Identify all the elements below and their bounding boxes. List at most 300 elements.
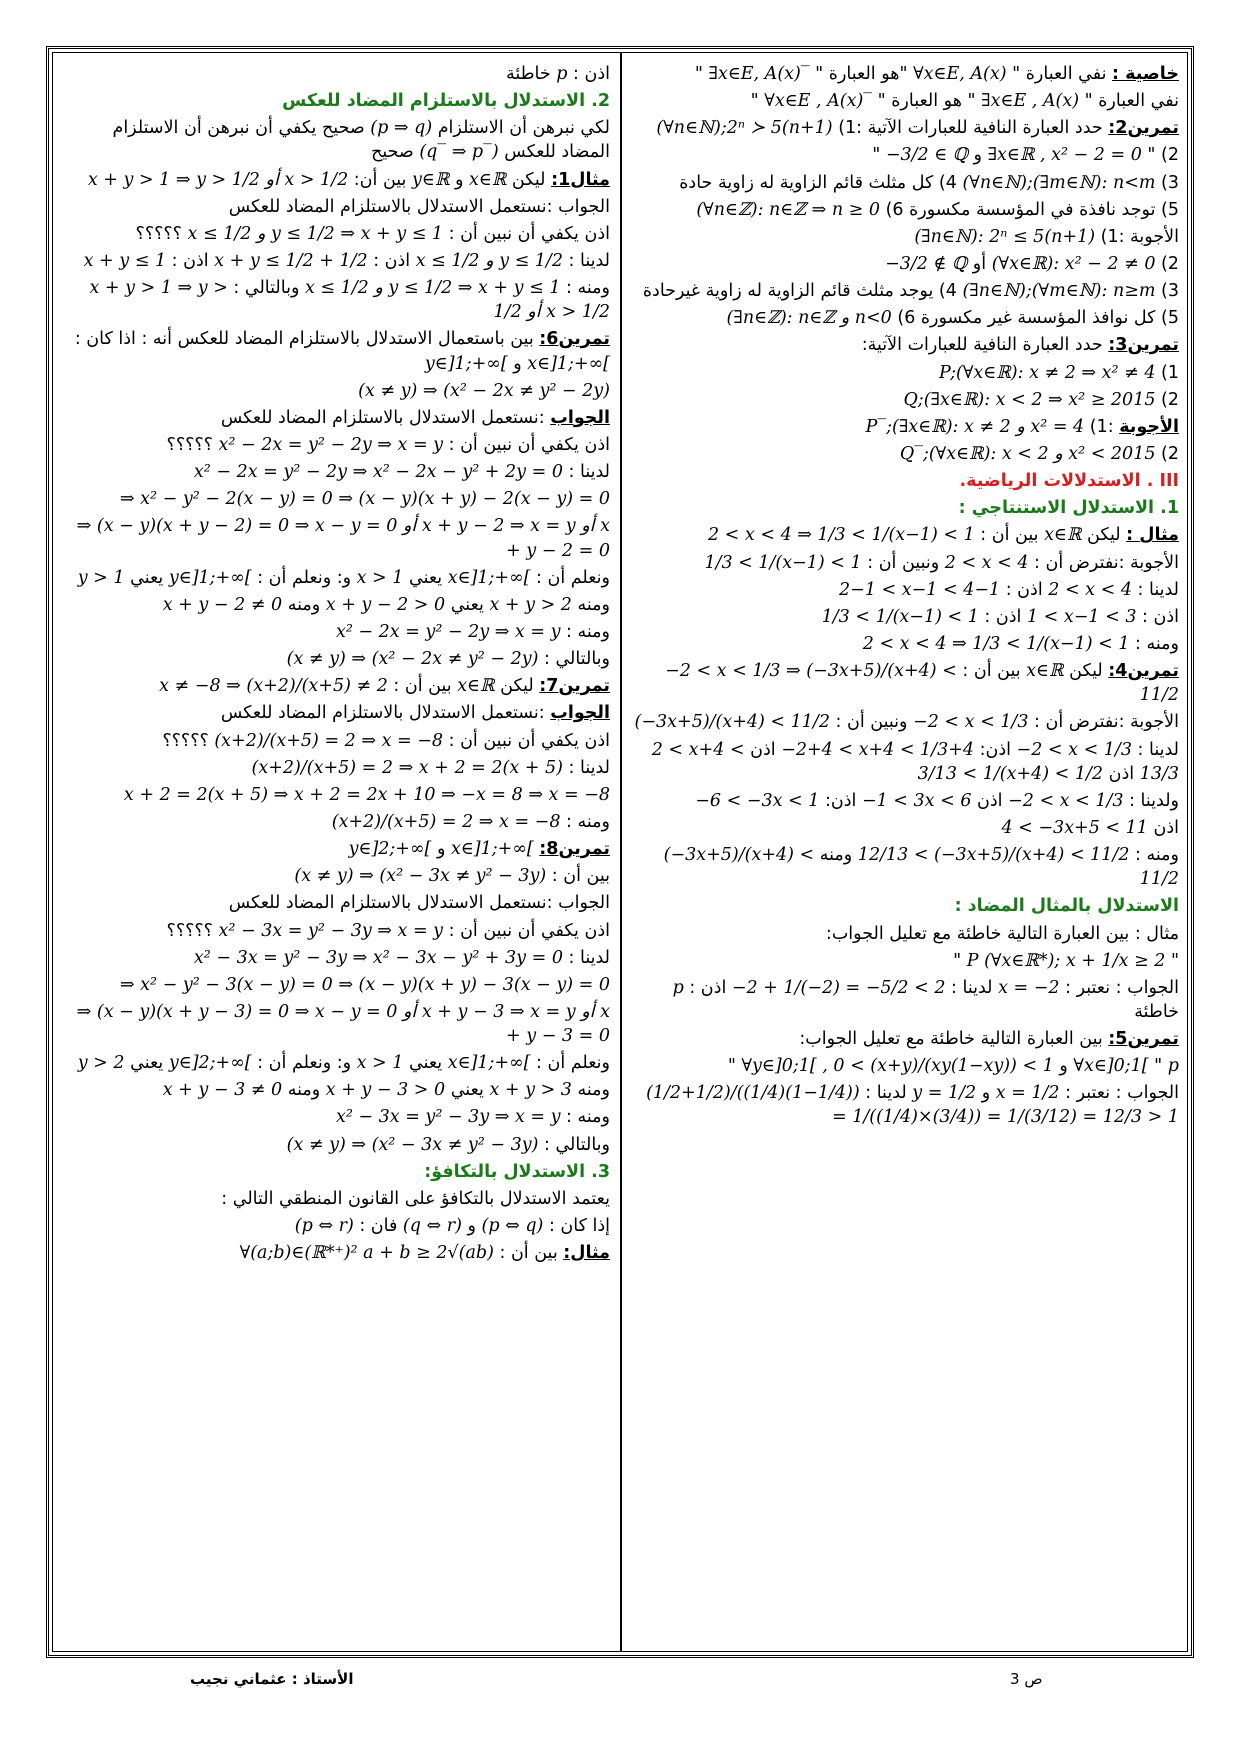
math-expression: −2 < x < 1/3 — [1008, 790, 1124, 811]
right-col-line — [634, 1027, 1179, 1051]
text-run: " — [1148, 1056, 1168, 1077]
text-run: و — [967, 145, 988, 166]
text-run: خاطئة — [505, 64, 557, 84]
text-run: تمرين4: — [1108, 661, 1179, 682]
right-col-line — [634, 843, 1179, 891]
text-run: ومنه — [571, 594, 610, 615]
text-run: ليكن — [494, 676, 540, 697]
text-run: 2. الاستدلال بالاستلزام المضاد للعكس — [282, 91, 610, 112]
text-run: " هو العبارة " — [872, 91, 982, 112]
math-expression: (1/2+1/2)/((1/4)(1−1/4)) = 1/((1/4)×(3/4)) = 1/(3/12) = 12/3 > 1 — [646, 1083, 1179, 1128]
left-col-line — [62, 1051, 610, 1075]
left-col-line — [62, 1000, 610, 1048]
math-expression: (p ⇒ q) — [370, 118, 433, 139]
right-col-line — [634, 252, 1179, 276]
math-expression: x + y ≤ 1 — [83, 250, 167, 271]
left-col-line — [62, 1160, 610, 1184]
right-col-line — [634, 469, 1179, 493]
math-expression: x∈]1;+∞[ — [447, 567, 531, 588]
text-run: لدينا : — [562, 947, 610, 968]
right-col-line — [634, 710, 1179, 734]
text-run: اذن يكفي أن نبين أن : — [443, 920, 610, 941]
math-expression: 2 < x < 4 — [944, 552, 1029, 573]
math-expression: −2 < x < 1/3 — [1016, 739, 1132, 760]
math-expression: x∈ℝ — [457, 676, 495, 697]
right-col-line — [634, 306, 1179, 330]
right-col-line — [634, 605, 1179, 629]
left-col-line — [62, 810, 610, 834]
right-col-line — [634, 949, 1179, 973]
right-col-line — [634, 225, 1179, 249]
math-expression: x² − 2x = y² − 2y ⇒ x = y — [218, 434, 444, 455]
text-run: مثال1: — [551, 169, 610, 190]
math-expression: (∀n∈ℤ): n∈ℤ ⇒ n ≥ 0 — [696, 199, 881, 220]
text-run: 3) — [1155, 172, 1179, 193]
left-col-line — [62, 222, 610, 246]
left-col-line — [62, 327, 610, 375]
math-expression: (−3x+5)/(x+4) < 11/2 — [634, 712, 830, 733]
column-divider — [620, 52, 622, 1652]
math-expression: (q‾ ⇒ p‾) — [419, 142, 499, 163]
math-expression: (∀n∈ℕ);2ⁿ ≻ 5(n+1) — [656, 118, 833, 139]
text-run: الجواب : نعتبر : — [1059, 1083, 1179, 1104]
left-col-line — [62, 973, 610, 997]
math-expression: x + 2 = 2(x + 5) ⇒ x + 2 = 2x + 10 ⇒ −x = 8 ⇒ x = −8 — [123, 784, 610, 805]
text-run: " — [953, 950, 967, 971]
math-expression: x + y > 2 — [489, 594, 572, 615]
math-expression: 1 < x−1 < 3 — [1026, 606, 1137, 627]
text-run: و — [461, 1216, 482, 1237]
math-expression: 12/13 < (−3x+5)/(x+4) < 11/2 — [857, 845, 1130, 866]
math-expression: ∀x∈E , A(x)‾ — [764, 91, 873, 112]
text-run: و: ونعلم أن : — [251, 567, 357, 588]
text-run: وبالتالي : — [227, 278, 305, 299]
math-expression: ∃x∈ℝ , x² − 2 = 0 — [987, 145, 1142, 166]
text-run: الأجوبة — [1119, 416, 1179, 437]
left-col-line — [62, 379, 610, 403]
math-expression: x ≤ 1/2 و y ≤ 1/2 — [415, 250, 563, 271]
text-run: لدينا : — [1131, 579, 1179, 600]
text-run: 2) " — [1141, 145, 1179, 166]
text-run: 5) توجد نافذة في المؤسسة مكسورة 6) — [880, 199, 1179, 220]
text-run: ومنه : — [560, 621, 610, 642]
text-run: بين أن : — [493, 1243, 564, 1264]
math-expression: −1 < 3x < 6 — [861, 790, 972, 811]
text-run: ولدينا : — [1123, 790, 1179, 811]
text-run: فان : — [353, 1216, 403, 1237]
text-run: ونبين أن : — [829, 712, 914, 733]
math-expression: (x ≠ y) ⇒ (x² − 2x ≠ y² − 2y) — [286, 649, 539, 670]
text-run: ومنه — [571, 1080, 610, 1101]
math-expression: x + y > 1 ⇒ y > 1/2 أو x > 1/2 — [89, 278, 610, 323]
left-col-line — [62, 891, 610, 915]
math-expression: x > 1 — [356, 1053, 404, 1074]
text-run: تمرين7: — [539, 676, 610, 697]
math-expression: −3/2 ∈ ℚ — [885, 145, 968, 166]
math-expression: Q‾;(∀x∈ℝ): x < 2 و x² < 2015 — [899, 443, 1156, 464]
text-run: يعني — [403, 1053, 448, 1074]
right-col-line — [634, 659, 1179, 707]
right-col-line — [634, 116, 1179, 140]
math-expression: y∈]2;+∞[ — [348, 839, 432, 860]
text-run: أو — [967, 253, 992, 274]
text-run: ومنه — [282, 594, 326, 615]
text-run: :1) — [1084, 416, 1120, 437]
text-run: اذن — [1147, 817, 1179, 838]
text-run: تمرين8: — [539, 839, 610, 860]
left-col-line — [62, 1078, 610, 1102]
math-expression: ∀x∈]0;1[ — [1073, 1056, 1149, 1077]
text-run: نفي العبارة " — [1006, 64, 1113, 84]
math-expression: x² − 2x = y² − 2y ⇒ x = y — [335, 621, 561, 642]
math-expression: y > 2 — [77, 1053, 125, 1074]
text-run: اذن يكفي أن نبين أن : — [443, 730, 610, 751]
math-expression: 1/3 < 1/(x−1) < 1 — [704, 552, 862, 573]
text-run: و — [1053, 1056, 1074, 1077]
math-expression: 3/13 < 1/(x+4) < 1/2 — [917, 763, 1104, 784]
text-run: اذن — [971, 790, 1009, 811]
text-run: 2) — [1155, 389, 1179, 410]
left-col-line — [62, 89, 610, 113]
left-col-line — [62, 674, 610, 698]
text-run: تمرين5: — [1108, 1029, 1179, 1050]
text-run: وبالتالي : — [538, 1134, 610, 1155]
right-col-line — [634, 551, 1179, 575]
math-expression: x∈]1;+∞[ — [447, 1053, 531, 1074]
math-expression: 4 < −3x+5 < 11 — [1001, 817, 1148, 838]
text-run: 2) — [1155, 253, 1179, 274]
right-col-line — [634, 143, 1179, 167]
text-run: لدينا : — [859, 1083, 913, 1104]
math-expression: (x+2)/(x+5) = 2 ⇒ x = −8 — [331, 811, 561, 832]
left-col-line — [62, 116, 610, 164]
text-run: اذن يكفي أن نبين أن : — [443, 434, 610, 455]
math-expression: a + b ≥ 2√(ab) — [363, 1243, 494, 1264]
text-run: بين أن : — [387, 676, 458, 697]
math-expression: 2 < x < 4 — [1048, 579, 1132, 600]
math-expression: y∈]1;+∞[ — [168, 567, 252, 588]
left-col-line — [62, 701, 610, 725]
math-expression: (p ⇔ q) — [481, 1216, 544, 1237]
math-expression: 2 < x < 4 ⇒ 1/3 < 1/(x−1) < 1 — [862, 633, 1130, 654]
text-run: تمرين6: — [539, 329, 610, 350]
math-expression: x > 1 — [356, 567, 404, 588]
math-expression: (x ≠ y) ⇒ (x² − 3x ≠ y² − 3y) — [286, 1134, 539, 1155]
left-col-line — [62, 1214, 610, 1238]
left-col-line — [62, 168, 610, 192]
text-run: ومنه — [814, 845, 858, 866]
math-expression: −2 < x < 1/3 ⇒ (−3x+5)/(x+4) < 11/2 — [665, 661, 1179, 706]
text-run: لدينا : — [562, 462, 610, 483]
text-run: تمرين2: — [1108, 118, 1179, 139]
text-run: " — [694, 64, 709, 84]
math-expression: x + y − 3 > 0 — [325, 1080, 446, 1101]
text-run: اذن — [744, 739, 782, 760]
text-run: 4) كل مثلث قائم الزاوية له زاوية حادة — [679, 172, 963, 193]
text-run: خاصية : — [1112, 64, 1179, 84]
math-expression: (−3x+5)/(x+4) < 11/2 — [663, 845, 1179, 890]
text-run: ؟؟؟؟؟ — [166, 920, 219, 941]
text-run: اذن : — [1136, 606, 1179, 627]
text-run: اذن — [1103, 763, 1140, 784]
right-col-line — [634, 816, 1179, 840]
right-col-line — [634, 171, 1179, 195]
text-run: "هو العبارة " — [809, 64, 914, 84]
left-col-line — [62, 1133, 610, 1157]
math-expression: −2+4 < x+4 < 1/3+4 — [781, 739, 975, 760]
math-expression: 2 < x+4 < 13/3 — [651, 739, 1179, 784]
text-run: مثال : بين العبارة التالية خاطئة مع تعليل الجواب: — [825, 923, 1179, 944]
math-expression: ∀y∈]0;1[ , 0 < (x+y)/(xy(1−xy)) < 1 — [741, 1056, 1054, 1077]
text-run: اذن : — [683, 977, 732, 998]
math-expression: (∃n∈ℤ): n∈ℤ و n<0 — [726, 308, 892, 329]
math-expression: y > 1 — [77, 567, 125, 588]
text-run: ونعلم أن : — [530, 1053, 610, 1074]
right-col-line — [634, 62, 1179, 86]
left-col-line — [62, 593, 610, 617]
math-expression: p — [672, 977, 684, 998]
text-run: صحيح — [371, 142, 420, 163]
text-run: خاطئة — [1134, 1001, 1179, 1022]
text-run: إذا كان : — [543, 1216, 610, 1237]
left-col-line — [62, 919, 610, 943]
text-run: اذن : — [978, 606, 1027, 627]
text-run: ومنه : — [560, 1107, 610, 1128]
text-run: بين أن: — [348, 169, 412, 190]
math-expression: x = −2 — [998, 977, 1060, 998]
text-run: ليكن — [1081, 525, 1127, 546]
math-expression: x∈]1;+∞[ — [450, 839, 534, 860]
text-run: 3) — [1155, 281, 1179, 302]
text-run: ؟؟؟؟؟ — [166, 434, 219, 455]
text-run: الجواب — [550, 407, 610, 428]
left-col-line — [62, 249, 610, 273]
math-expression: (p ⇔ r) — [294, 1216, 354, 1237]
text-run: اذن: — [974, 739, 1017, 760]
text-run: الجواب — [550, 703, 610, 724]
text-run: ليكن — [506, 169, 552, 190]
left-col-line — [62, 756, 610, 780]
text-run: يعني — [445, 594, 490, 615]
text-run: و — [976, 1083, 996, 1104]
math-expression: (∃n∈ℕ);(∀m∈ℕ): n≥m — [962, 281, 1156, 302]
text-run: ؟؟؟؟؟ — [162, 730, 215, 751]
math-expression: (q ⇔ r) — [402, 1216, 462, 1237]
right-col-line — [634, 1054, 1179, 1078]
math-expression: −3/2 ∉ ℚ — [885, 253, 968, 274]
text-run: الجواب : نعتبر : — [1059, 977, 1179, 998]
text-run: الجواب :نستعمل الاستدلال بالاستلزام المضاد للعكس — [228, 196, 610, 217]
right-col-line — [634, 976, 1179, 1024]
right-col-line — [634, 1081, 1179, 1129]
left-col-line — [62, 566, 610, 590]
text-run: " — [727, 1056, 742, 1077]
text-run: 1) — [1155, 362, 1179, 383]
math-expression: x∈ℝ — [1044, 525, 1082, 546]
text-run: صحيح يكفي أن نبرهن أن الاستلزام المضاد للعكس — [112, 118, 610, 163]
left-column — [62, 62, 610, 1268]
right-col-line — [634, 922, 1179, 946]
text-run: ونبين أن : — [861, 552, 945, 573]
text-run: " — [1165, 950, 1179, 971]
math-expression: ⇒ x² − y² − 3(x − y) = 0 ⇒ (x − y)(x + y) − 3(x − y) = 0 — [119, 974, 610, 995]
text-run: يعتمد الاستدلال بالتكافؤ على القانون المنطقي التالي : — [221, 1188, 610, 1209]
text-run: حدد العبارة النافية للعبارات الآتية :1) — [832, 118, 1109, 139]
text-run: بين أن : — [546, 866, 610, 887]
math-expression: P (∀x∈ℝ*); x + 1/x ≥ 2 — [966, 950, 1166, 971]
math-expression: y∈]2;+∞[ — [168, 1053, 252, 1074]
text-run: و — [431, 839, 451, 860]
math-expression: ⇒ (x − y)(x + y − 3) = 0 ⇒ x − y = 0 أو x + y − 3 ⇒ x = y أو x + y − 3 = 0 — [76, 1001, 610, 1047]
left-col-line — [62, 1105, 610, 1129]
right-col-line — [634, 738, 1179, 786]
left-col-line — [62, 729, 610, 753]
right-col-line — [634, 388, 1179, 412]
right-col-line — [634, 632, 1179, 656]
math-expression: x² − 2x = y² − 2y ⇒ x² − 2x − y² + 2y = 0 — [193, 462, 563, 483]
math-expression: ∀(a;b)∈(ℝ*⁺)² — [239, 1243, 358, 1264]
right-col-line — [634, 89, 1179, 113]
math-expression: P;(∀x∈ℝ): x ≠ 2 ⇒ x² ≠ 4 — [938, 362, 1156, 383]
left-col-line — [62, 514, 610, 562]
text-run: لكي نبرهن أن الاستلزام — [432, 118, 610, 139]
text-run: و — [507, 353, 528, 374]
text-run: نفي العبارة " — [1079, 91, 1179, 112]
text-run: ومنه : — [1129, 845, 1179, 866]
text-run: و — [449, 169, 469, 190]
text-run: " — [750, 91, 765, 112]
text-run: 3. الاستدلال بالتكافؤ: — [424, 1161, 610, 1182]
math-expression: p — [1167, 1056, 1179, 1077]
math-expression: (x+2)/(x+5) = 2 ⇒ x = −8 — [214, 730, 444, 751]
text-run: ومنه : — [1129, 633, 1179, 654]
left-col-line — [62, 864, 610, 888]
text-run: يعني — [445, 1080, 490, 1101]
left-col-line — [62, 62, 610, 86]
math-expression: p — [556, 64, 568, 84]
math-expression: (∃n∈ℕ): 2ⁿ ≤ 5(n+1) — [914, 226, 1096, 247]
math-expression: −6 < −3x < 1 — [695, 790, 820, 811]
text-run: III . الاستدلالات الرياضية. — [959, 471, 1179, 492]
text-run: 4) يوجد مثلث قائم الزاوية له زاوية غيرحادة — [642, 281, 963, 302]
math-expression: x² − 3x = y² − 3y ⇒ x² − 3x − y² + 3y = 0 — [193, 947, 563, 968]
text-run: الاستدلال بالمثال المضاد : — [954, 896, 1179, 917]
text-run: الأجوبة :نفترض أن : — [1028, 712, 1179, 733]
left-col-line — [62, 487, 610, 511]
left-col-line — [62, 837, 610, 861]
left-col-line — [62, 406, 610, 430]
math-expression: (∀n∈ℕ);(∃m∈ℕ): n<m — [962, 172, 1156, 193]
left-col-line — [62, 620, 610, 644]
math-expression: (x ≠ y) ⇒ (x² − 3x ≠ y² − 3y) — [294, 866, 547, 887]
right-col-line — [634, 578, 1179, 602]
text-run: بين باستعمال الاستدلال بالاستلزام المضاد للعكس أنه : اذا كان : — [74, 329, 540, 350]
right-column — [634, 62, 1179, 1133]
math-expression: x² − 3x = y² − 3y ⇒ x = y — [218, 920, 444, 941]
text-run: و: ونعلم أن : — [251, 1053, 357, 1074]
text-run: الأجوبة :1) — [1095, 226, 1179, 247]
math-expression: x∈]1;+∞[ — [527, 353, 610, 374]
right-col-line — [634, 442, 1179, 466]
math-expression: −2 + 1/(−2) = −5/2 < 2 — [731, 977, 946, 998]
math-expression: y = 1/2 — [912, 1083, 977, 1104]
math-expression: x² − 3x = y² − 3y ⇒ x = y — [335, 1107, 561, 1128]
text-run: بين أن : — [974, 525, 1045, 546]
math-expression: ⇒ (x − y)(x + y − 2) = 0 ⇒ x − y = 0 أو x + y − 2 ⇒ x = y أو x + y − 2 = 0 — [76, 516, 610, 561]
text-run: ومنه : — [560, 811, 610, 832]
text-run: وبالتالي : — [538, 649, 610, 670]
text-run: يعني — [403, 567, 448, 588]
math-expression: y∈ℝ — [412, 169, 450, 190]
math-expression: x + y > 3 — [489, 1080, 572, 1101]
text-run: ومنه — [282, 1080, 326, 1101]
text-run: ؟؟؟؟؟ — [135, 223, 188, 244]
math-expression: x = 1/2 — [995, 1083, 1060, 1104]
math-expression: 2−1 < x−1 < 4−1 — [839, 579, 1001, 600]
math-expression: x ≤ 1/2 و y ≤ 1/2 ⇒ x + y ≤ 1 — [304, 278, 561, 299]
right-col-line — [634, 894, 1179, 918]
text-run: اذن : — [166, 250, 215, 271]
text-run: تمرين3: — [1108, 335, 1179, 356]
math-expression: 1/3 < 1/(x−1) < 1 — [821, 606, 979, 627]
right-col-line — [634, 333, 1179, 357]
text-run: يعني — [124, 567, 169, 588]
text-run: حدد العبارة النافية للعبارات الآتية: — [861, 335, 1109, 356]
right-col-line — [634, 279, 1179, 303]
math-expression: P‾;(∃x∈ℝ): x ≠ 2 و x² = 4 — [865, 416, 1085, 437]
text-run: اذن : — [1000, 579, 1049, 600]
text-run: :نستعمل الاستدلال بالاستلزام المضاد للعكس — [220, 703, 551, 724]
math-expression: x ≠ −8 ⇒ (x+2)/(x+5) ≠ 2 — [159, 676, 388, 697]
text-run: لدينا : — [1131, 739, 1179, 760]
text-run: " — [872, 145, 886, 166]
text-run: بين العبارة التالية خاطئة مع تعليل الجواب: — [799, 1029, 1109, 1050]
math-expression: (x ≠ y) ⇒ (x² − 2x ≠ y² − 2y) — [358, 380, 610, 401]
math-expression: x∈ℝ — [468, 169, 507, 190]
text-run: ومنه : — [560, 278, 610, 299]
right-col-line — [634, 198, 1179, 222]
left-col-line — [62, 647, 610, 671]
text-run: لدينا : — [945, 977, 999, 998]
math-expression: x + y − 2 > 0 — [325, 594, 446, 615]
math-expression: x + y ≤ 1/2 + 1/2 — [214, 250, 368, 271]
text-run: يعني — [124, 1053, 169, 1074]
text-run: الأجوبة :نفترض أن : — [1028, 552, 1179, 573]
math-expression: ∀x∈E, A(x) — [913, 64, 1007, 84]
math-expression: ∃x∈E, A(x)‾ — [708, 64, 810, 84]
text-run: 1. الاستدلال الاستنتاجي : — [958, 498, 1179, 519]
text-run: 2) — [1155, 443, 1179, 464]
math-expression: 2 < x < 4 ⇒ 1/3 < 1/(x−1) < 1 — [707, 525, 975, 546]
text-run: ونعلم أن : — [530, 567, 610, 588]
right-col-line — [634, 789, 1179, 813]
math-expression: (x+2)/(x+5) = 2 ⇒ x + 2 = 2(x + 5) — [251, 757, 563, 778]
text-run: اذن : — [367, 250, 416, 271]
math-expression: x + y − 2 ≠ 0 — [162, 594, 283, 615]
left-col-line — [62, 276, 610, 324]
math-expression: x + y − 3 ≠ 0 — [162, 1080, 283, 1101]
text-run: لدينا : — [562, 757, 610, 778]
left-col-line — [62, 433, 610, 457]
math-expression: ⇒ x² − y² − 2(x − y) = 0 ⇒ (x − y)(x + y) − 2(x − y) = 0 — [119, 489, 610, 510]
math-expression: x + y > 1 ⇒ y > 1/2 أو x > 1/2 — [87, 169, 349, 190]
text-run: الجواب :نستعمل الاستدلال بالاستلزام المضاد للعكس — [228, 893, 610, 914]
text-run: اذن: — [819, 790, 862, 811]
right-col-line — [634, 415, 1179, 439]
math-expression: Q;(∃x∈ℝ): x < 2 ⇒ x² ≥ 2015 — [903, 389, 1156, 410]
math-expression: −2 < x < 1/3 — [913, 712, 1029, 733]
text-run: مثال : — [1126, 525, 1179, 546]
